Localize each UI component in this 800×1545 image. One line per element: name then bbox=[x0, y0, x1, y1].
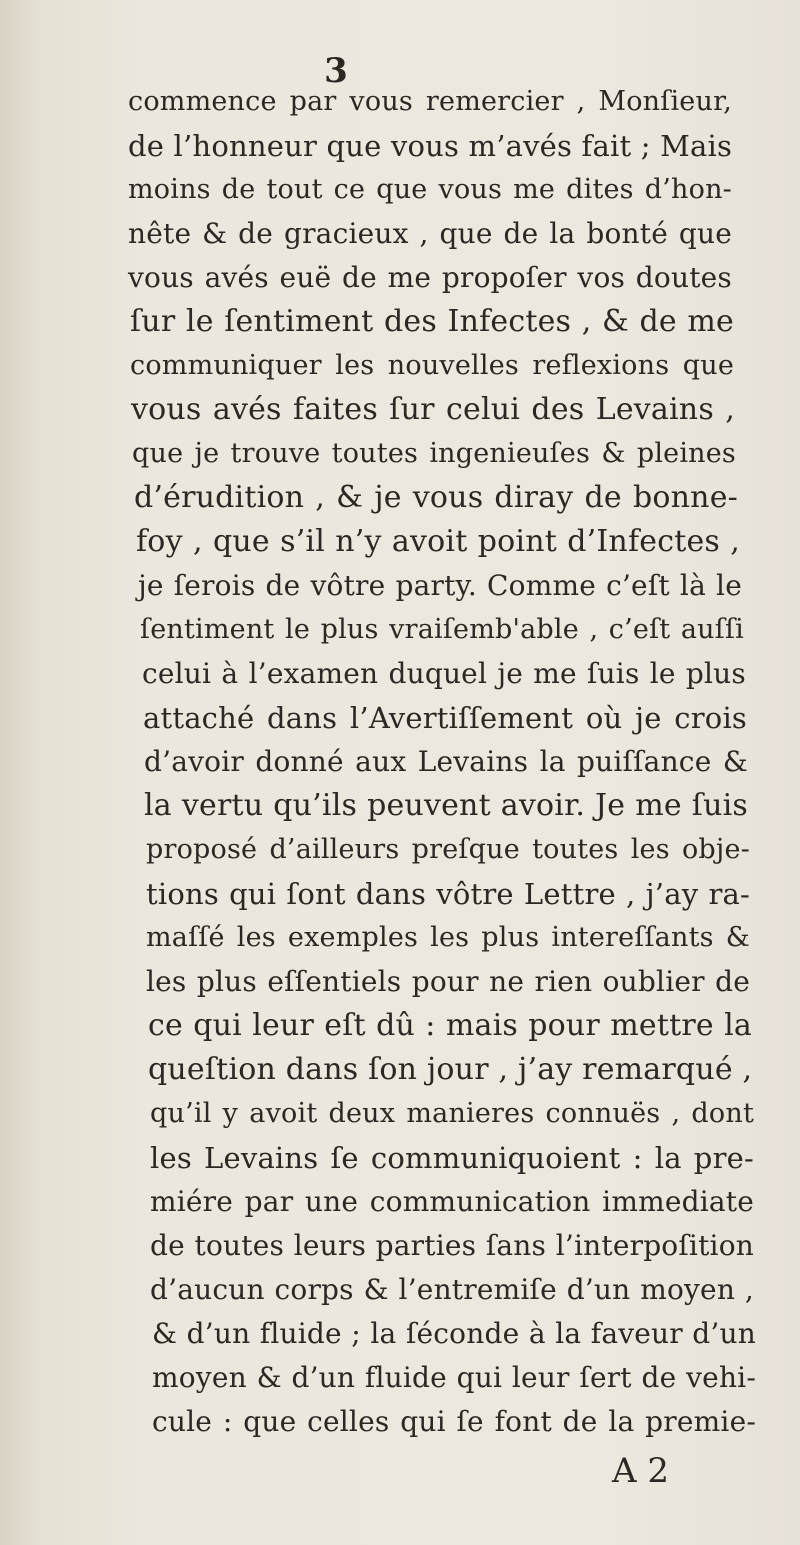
text-line: vous avés faites ſur celui des Levains , bbox=[131, 392, 735, 427]
text-line: qu’il y avoit deux manieres connuës , dont bbox=[150, 1098, 754, 1129]
text-line: de l’honneur que vous m’avés fait ; Mais bbox=[128, 129, 733, 163]
text-line: les Levains ſe communiquoient : la pre- bbox=[150, 1141, 754, 1175]
text-line: les plus eſſentiels pour ne rien oublier de bbox=[146, 965, 750, 998]
catchword: A 2 bbox=[612, 1451, 669, 1491]
text-line: ce qui leur eſt dû : mais pour mettre la bbox=[148, 1008, 752, 1043]
text-line: attaché dans l’Avertiſſement où je crois bbox=[143, 701, 747, 735]
text-line: tions qui ſont dans vôtre Lettre , j’ay ra- bbox=[146, 877, 750, 911]
text-line: que je trouve toutes ingenieuſes & pleines bbox=[132, 438, 736, 469]
text-line: la vertu qu’ils peuvent avoir. Je me ſuis bbox=[144, 788, 748, 823]
text-line: de toutes leurs parties ſans l’interpoſition bbox=[150, 1229, 754, 1262]
page-number: 3 bbox=[324, 51, 348, 91]
text-line: vous avés euë de me propoſer vos doutes bbox=[128, 261, 732, 294]
text-line: ſur le ſentiment des Infectes , & de me bbox=[130, 304, 734, 339]
text-line: ſentiment le plus vraiſemb'able , c’eſt auſſi bbox=[140, 614, 744, 645]
text-line: moyen & d’un fluide qui leur ſert de vehi- bbox=[152, 1361, 756, 1394]
text-line: communiquer les nouvelles reflexions que bbox=[130, 350, 734, 381]
text-line: d’aucun corps & l’entremiſe d’un moyen , bbox=[150, 1273, 754, 1306]
text-line: d’avoir donné aux Levains la puiſſance & bbox=[144, 745, 748, 778]
text-line: foy , que s’il n’y avoit point d’Infectes , bbox=[136, 524, 740, 559]
text-line: queſtion dans ſon jour , j’ay remarqué , bbox=[148, 1052, 753, 1087]
text-line: commence par vous remercier , Monſieur, bbox=[128, 86, 732, 117]
text-line: d’érudition , & je vous diray de bonne- bbox=[134, 480, 738, 515]
text-line: proposé d’ailleurs preſque toutes les obje- bbox=[146, 834, 750, 865]
text-line: moins de tout ce que vous me dites d’hon- bbox=[128, 174, 732, 205]
text-line: & d’un fluide ; la ſéconde à la faveur d’un bbox=[152, 1317, 756, 1350]
text-line: maſſé les exemples les plus intereſſants & bbox=[146, 922, 750, 953]
text-line: je ſerois de vôtre party. Comme c’eſt là le bbox=[138, 569, 742, 602]
text-line: celui à l’examen duquel je me ſuis le plus bbox=[142, 657, 746, 690]
text-line: miére par une communication immediate bbox=[150, 1185, 754, 1218]
text-line: nête & de gracieux , que de la bonté que bbox=[128, 217, 732, 250]
text-line: cule : que celles qui ſe font de la premie- bbox=[152, 1405, 756, 1438]
